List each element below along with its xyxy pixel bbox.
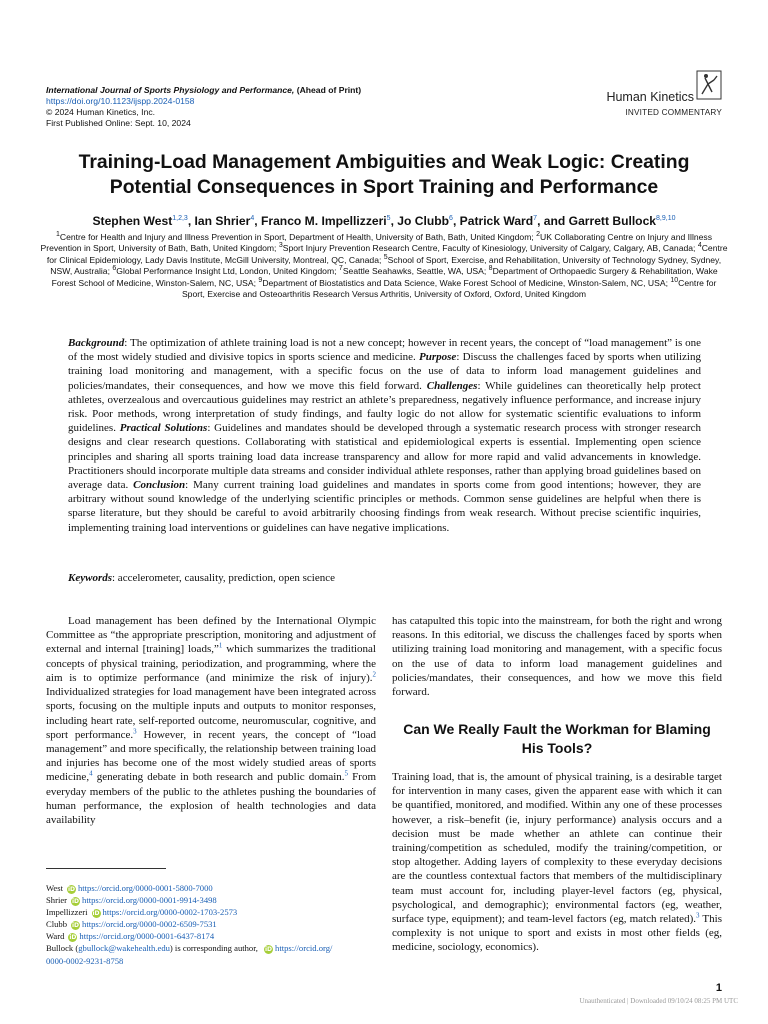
- article-type: INVITED COMMENTARY: [625, 108, 722, 117]
- affiliation-text: Centre for Clinical Epidemiology, Lady Davis Institute, McGill University, Montreal, QC, Canada;: [46, 243, 728, 265]
- body-text: generating debate in both research and public domain.: [92, 771, 345, 784]
- body-paragraph: has catapulted this topic into the mainstream, for both the right and wrong reasons. In this editorial, we discuss the challenges faced by sports when utilizing training load monitoring and management, with a specific focus on the use of data to inform load management guidelines and policies/mandates, their consequences, and how we move this field forward.: [392, 615, 722, 699]
- section-body: [392, 770, 722, 955]
- affiliations: [40, 232, 728, 300]
- body-text: Individualized strategies for load management have been integrated across sports, focusing on the multiple inputs and outputs to monitor responses, including heart rate, self-reported outcome, neuromuscular, cognitive, and sport performance.: [46, 686, 376, 741]
- orcid-link[interactable]: https://orcid.org/0000-0001-5800-7000: [77, 883, 213, 893]
- abstract-section-text: : Many current training load guidelines and mandates in sports come from good intentions; however, they are arbitrary without sound knowledge of the underlying scientific principles or methods. Common sense guidelines are helpful when there is sparse literature, but they should be careful to avoid arbitrarily choosing findings from weak research. Without precise scientific inquiries, implementing training load interventions or guidelines can have negative implications.: [68, 479, 702, 534]
- email-link[interactable]: gbullock@wakehealth.edu: [78, 943, 170, 954]
- body-text: Training load, that is, the amount of physical training, is a desirable target for intervention in many cases, given the apparent ease with which it can be quantified, monitored, and modified. Within any one of these processes however, a risk–benefit (ie, injury performance) analysis occurs and a decision must be made whether an athlete can continue their training/competition as scheduled, modify the training/competition, or stop altogether. Adding layers of complexity to these everyday decisions are the countless contextual factors that members of the multidisciplinary team must account for, including player-level factors (eg, physical, psychological, and demographic); environmental factors (eg, weather, surface type, equipment); and team-level factors (eg, match related).: [392, 771, 722, 926]
- body-text: This complexity is not unique to sport and exists in most other fields (eg, medicine, sociology, economics).: [392, 913, 722, 954]
- page-number: 1: [715, 982, 722, 994]
- footnote-rule: [46, 868, 166, 869]
- orcid-author: Impellizzeri: [46, 907, 88, 918]
- keywords-text: : accelerometer, causality, prediction, open science: [112, 572, 336, 584]
- citation-ref[interactable]: 1: [218, 641, 223, 650]
- author-affil-ref: 6: [449, 214, 453, 222]
- author-affil-ref: 4: [250, 214, 255, 222]
- affiliation-text: Sport Injury Prevention Research Centre, Faculty of Kinesiology, University of Calgary, Calgary, AB, Canada;: [282, 243, 698, 254]
- orcid-icon: iD: [69, 933, 77, 941]
- abstract-section-label: Conclusion: [133, 479, 186, 492]
- orcid-author: Clubb: [46, 919, 68, 930]
- orcid-icon: iD: [71, 921, 80, 929]
- human-kinetics-logo-icon: [696, 70, 722, 100]
- orcid-link[interactable]: https://orcid.org/0000-0001-6437-8174: [79, 931, 215, 942]
- journal-header: [46, 85, 466, 129]
- affiliation-text: Department of Orthopaedic Surgery & Rehabilitation, Wake Forest School of Medicine, Winston-Salem, NC, USA;: [51, 266, 718, 288]
- orcid-link[interactable]: https://orcid.org/0000-0002-1703-2573: [102, 907, 238, 918]
- affiliation-number: 2: [536, 231, 541, 239]
- body-text: From everyday members of the public to the athletes pushing the boundaries of human performance, the explosion of health technologies and data availability: [46, 771, 377, 827]
- affiliation-number: 8: [488, 265, 493, 273]
- orcid-link[interactable]: 0000-0002-9231-8758: [46, 955, 124, 966]
- body-text: which summarizes the traditional concepts of physical training, periodization, and programming, where the aim is to optimize performance (and minimize the risk of injury).: [46, 643, 376, 684]
- abstract-section-label: Practical Solutions: [119, 422, 208, 435]
- orcid-row: [46, 894, 382, 906]
- article-title: Training-Load Management Ambiguities and Weak Logic: Creating Potential Consequences in Sport Training and Performance: [78, 151, 690, 198]
- affiliation-text: Seattle Seahawks, Seattle, WA, USA;: [342, 266, 489, 277]
- orcid-row: [46, 906, 382, 918]
- body-text: Load management has been defined by the International Olympic Committee as “the appropriate prescription, monitoring and adjustment of external and internal [training] loads,”: [46, 615, 376, 656]
- body-paragraph: [392, 770, 722, 955]
- affiliation-number: 4: [697, 242, 702, 250]
- affiliation-number: 5: [383, 253, 388, 261]
- abstract-section-label: Background: [68, 337, 125, 349]
- orcid-footnotes: [46, 882, 382, 967]
- author-name: Patrick Ward: [456, 214, 534, 228]
- doi-link[interactable]: https://doi.org/10.1123/ijspp.2024-0158: [46, 96, 195, 106]
- affiliation-number: 6: [112, 265, 117, 273]
- abstract-section-text: : Guidelines and mandates should be developed through a systematic research process with stronger research designs and clear research questions. Collaborating with statistical and epidemiological experts is essential. Implementing open science principles and sharing all sports training load data increase transparency and allow for more rapid and valid advancements in knowledge. Practitioners should incorporate multiple data streams and consider individual athlete responses, rather than applying broad guidelines based on average data.: [68, 422, 701, 492]
- abstract-section-label: Challenges: [426, 379, 478, 392]
- affiliation-number: 7: [338, 265, 343, 273]
- author-affil-ref: 7: [533, 214, 538, 222]
- author-list: Stephen West$^{1,2,3}$, Ian Shrier$^4$, Franco M. Impellizzeri$^5$, Jo Clubb$^6$, Patrick Ward$^7$, and Garrett Bullock$^{8,9,10}$: [92, 214, 676, 228]
- body-paragraph: [46, 614, 376, 827]
- author-affil-ref: 5: [386, 214, 391, 222]
- corresponding-suffix: ) is corresponding author,: [169, 943, 261, 954]
- body-column-left: [46, 614, 376, 827]
- journal-title-line: [46, 85, 466, 96]
- keywords-label: Keywords: [68, 572, 112, 584]
- orcid-link[interactable]: https://orcid.org/0000-0002-6509-7531: [82, 919, 217, 930]
- author-name: Ian Shrier: [191, 214, 251, 228]
- download-watermark: Unauthenticated | Downloaded 09/10/24 08:25 PM UTC: [579, 997, 738, 1005]
- affiliation-text: UK Collaborating Centre on Injury and Illness Prevention in Sport, University of Bath, Bath, United Kingdom;: [40, 232, 713, 254]
- abstract-section-label: Purpose: [419, 351, 457, 364]
- citation-ref[interactable]: 3: [695, 911, 700, 920]
- orcid-icon: iD: [67, 885, 75, 893]
- affiliation-text: School of Sport, Exercise, and Rehabilitation, University of Technology Sydney, Sydney, NSW, Australia;: [50, 254, 722, 277]
- abstract-section-text: : While guidelines can theoretically help protect athletes, overzealous and overcautious guidelines may restrict an athlete’s preparedness, negatively influence performance, and increase injury risk. Poor methods, wrong interpretation of study findings, and faulty logic do not allow for systematic scientific evaluations to inform guidelines.: [68, 379, 701, 435]
- orcid-row: [46, 930, 382, 942]
- affiliation-number: 3: [278, 242, 283, 250]
- orcid-icon: iD: [92, 909, 100, 917]
- citation-ref[interactable]: 4: [89, 769, 93, 778]
- author-affil-ref: 1,2,3: [172, 214, 188, 222]
- author-name: and Garrett Bullock: [540, 214, 657, 228]
- author-name: Franco M. Impellizzeri: [257, 214, 387, 228]
- affiliation-number: 10: [670, 276, 679, 284]
- orcid-link[interactable]: https://orcid.org/: [275, 943, 333, 954]
- body-column-right: [392, 614, 722, 699]
- orcid-row: [46, 882, 382, 894]
- author-name: Stephen West: [92, 214, 173, 228]
- body-text: However, in recent years, the concept of “load management” and more specifically, the relationship between training load and injuries has become one of the most widely studied areas of sports medicine,: [46, 728, 376, 784]
- abstract-section-text: : Discuss the challenges faced by sports when utilizing training load monitoring and management, with a specific focus on the use of data to inform load management guidelines and policies/mandates, their consequences, and how we move this field forward.: [68, 351, 701, 392]
- copyright: © 2024 Human Kinetics, Inc.: [46, 107, 156, 117]
- journal-title: International Journal of Sports Physiology and Performance,: [46, 85, 295, 95]
- affiliation-text: Global Performance Insight Ltd, London, United Kingdom;: [116, 266, 339, 277]
- affiliation-text: Centre for Sport, Exercise and Osteoarthritis Research Versus Arthritis, University of Oxford, Oxford, United Kingdom: [181, 277, 717, 300]
- citation-ref[interactable]: 5: [344, 769, 349, 778]
- affiliation-text: Department of Biostatistics and Data Science, Wake Forest School of Medicine, Winston-Salem, NC, USA;: [262, 277, 671, 288]
- citation-ref[interactable]: 2: [372, 670, 376, 679]
- author-affil-ref: 8,9,10: [656, 214, 676, 222]
- orcid-author: Shrier: [46, 895, 68, 906]
- affiliation-text: Centre for Health and Injury and Illness Prevention in Sport, Department of Health, University of Bath, Bath, United Kingdom;: [59, 232, 537, 242]
- affiliation-number: 1: [55, 231, 60, 239]
- orcid-icon: iD: [71, 897, 80, 905]
- keywords: [68, 572, 701, 584]
- abstract: [68, 336, 701, 535]
- author-name: Jo Clubb: [393, 214, 450, 228]
- orcid-author: Ward: [46, 931, 65, 942]
- orcid-row: [46, 918, 382, 930]
- orcid-link[interactable]: https://orcid.org/0000-0001-9914-3498: [82, 895, 217, 906]
- citation-ref[interactable]: 3: [133, 727, 137, 736]
- orcid-author: West: [46, 883, 63, 893]
- corresponding-author: [46, 942, 382, 966]
- affiliation-number: 9: [258, 276, 263, 284]
- orcid-icon: iD: [265, 946, 273, 953]
- corresponding-prefix: Bullock (: [46, 943, 79, 954]
- publisher-name: Human Kinetics: [606, 90, 694, 104]
- abstract-section-text: : The optimization of athlete training load is not a new concept; however in recent years, the concept of “load management” is one of the most widely studied and divisive topics in sports science and medicine.: [68, 337, 701, 364]
- section-heading: Can We Really Fault the Workman for Blaming His Tools?: [403, 721, 711, 756]
- published-date: First Published Online: Sept. 10, 2024: [46, 118, 191, 128]
- ahead-of-print: (Ahead of Print): [296, 85, 362, 95]
